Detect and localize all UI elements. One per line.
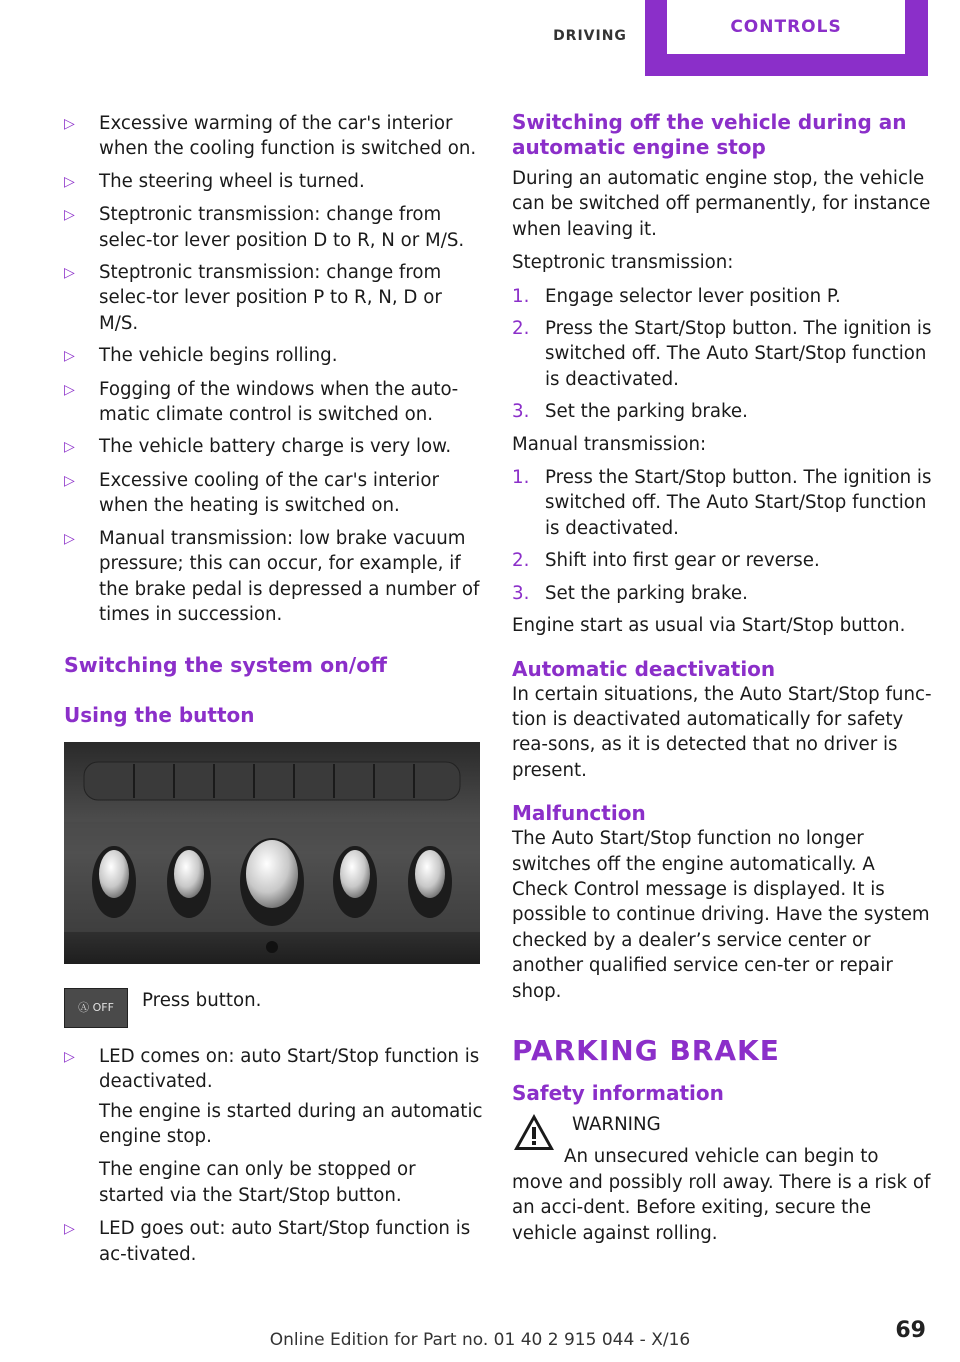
triangle-bullet-icon: ▷ (64, 348, 75, 365)
page-number: 69 (895, 1318, 926, 1343)
warning-triangle-icon (512, 1112, 556, 1152)
list-item: ▷ Steptronic transmission: change from selec‐tor lever position D to R, N or M/S. (64, 202, 484, 253)
triangle-bullet-icon: ▷ (64, 265, 75, 282)
led-on-paragraph: The engine is started during an automatic engine stop. (99, 1100, 483, 1147)
tab-controls (645, 0, 928, 76)
list-item: 3. Set the parking brake. (512, 401, 748, 423)
press-button-row (64, 988, 484, 1032)
triangle-bullet-icon: ▷ (64, 530, 75, 547)
auto-start-stop-off-button-icon: Ⓐ OFF (64, 988, 128, 1028)
list-item: ▷ Steptronic transmission: change from selec‐tor lever position P to R, N, D or M/S. (64, 260, 484, 336)
triangle-bullet-icon: ▷ (64, 472, 75, 489)
press-button-text: Press button. (142, 989, 262, 1011)
list-item: ▷ Fogging of the windows when the auto‐matic climate control is switched on. (64, 377, 484, 428)
warning-text: An unsecured vehicle can begin to move and possibly roll away. There is a risk of an acci‐dent. Before exiting, secure the vehicle against rolling. (512, 1146, 931, 1244)
list-item: 2. Shift into first gear or reverse. (512, 550, 820, 572)
left-column (64, 111, 484, 1274)
auto-deactivation-text: In certain situations, the Auto Start/Stop func‐tion is deactivated automatically for safety rea‐sons, as it is detected that no driver is present. (512, 683, 932, 781)
steptronic-label: Steptronic transmission: (512, 252, 734, 274)
dashboard-toggle-switches-photo (64, 742, 480, 964)
right-column (512, 110, 932, 1254)
triangle-bullet-icon: ▷ (64, 1048, 75, 1065)
list-item: 1. Press the Start/Stop button. The ignition is switched off. The Auto Start/Stop function is deactivated. (512, 467, 932, 539)
intro-text: During an automatic engine stop, the vehicle can be switched off permanently, for instance when leaving it. (512, 168, 931, 240)
triangle-bullet-icon: ▷ (64, 116, 75, 132)
manual-label: Manual transmission: (512, 433, 707, 455)
list-item: 3. Set the parking brake. (512, 582, 748, 604)
warning-label: WARNING (572, 1114, 661, 1136)
heading-parking-brake: PARKING BRAKE (512, 1033, 780, 1067)
list-item: ▷ Excessive warming of the car's interior when the cooling function is switched on. (64, 111, 484, 162)
list-item: ▷ The vehicle battery charge is very low. (64, 434, 484, 460)
list-item: ▷ Manual transmission: low brake vacuum pressure; this can occur, for example, if the brake pedal is depressed a number of times in succession. (64, 526, 484, 628)
triangle-bullet-icon: ▷ (64, 173, 75, 190)
triangle-bullet-icon: ▷ (64, 1221, 75, 1238)
list-item: ▷ The steering wheel is turned. (64, 169, 484, 195)
malfunction-text: The Auto Start/Stop function no longer switches off the engine automatically. A Check Control message is displayed. It is possible to continue driving. Have the system checked by a dealer’s service center or another qualified service cen‐ter or repair shop. (512, 828, 930, 1002)
list-item: 2. Press the Start/Stop button. The ignition is switched off. The Auto Start/Stop function is deactivated. (512, 318, 932, 390)
heading-automatic-deactivation: Automatic deactivation (512, 656, 776, 681)
triangle-bullet-icon: ▷ (64, 439, 75, 456)
list-item: 1. Engage selector lever position P. (512, 285, 841, 307)
heading-safety-information: Safety information (512, 1081, 724, 1106)
tab-controls-label: CONTROLS (667, 0, 905, 54)
list-item: ▷ LED goes out: auto Start/Stop function is ac‐tivated. (64, 1216, 484, 1267)
led-on-paragraph: The engine can only be stopped or started via the Start/Stop button. (99, 1159, 416, 1206)
list-item: ▷ Excessive cooling of the car's interior when the heating is switched on. (64, 468, 484, 519)
heading-malfunction: Malfunction (512, 801, 646, 826)
heading-switching-off: Switching off the vehicle during an automatic engine stop (512, 110, 907, 159)
triangle-bullet-icon: ▷ (64, 207, 75, 224)
engine-start-text: Engine start as usual via Start/Stop button. (512, 615, 906, 637)
triangle-bullet-icon: ▷ (64, 381, 75, 398)
heading-using-button: Using the button (64, 703, 255, 728)
list-item: ▷ LED comes on: auto Start/Stop function is deactivated. (64, 1044, 484, 1095)
footer-edition: Online Edition for Part no. 01 40 2 915 044 - X/16 (269, 1330, 691, 1350)
tab-driving: DRIVING (553, 28, 627, 44)
heading-switching-system: Switching the system on/off (64, 653, 387, 678)
list-item: ▷ The vehicle begins rolling. (64, 343, 484, 369)
